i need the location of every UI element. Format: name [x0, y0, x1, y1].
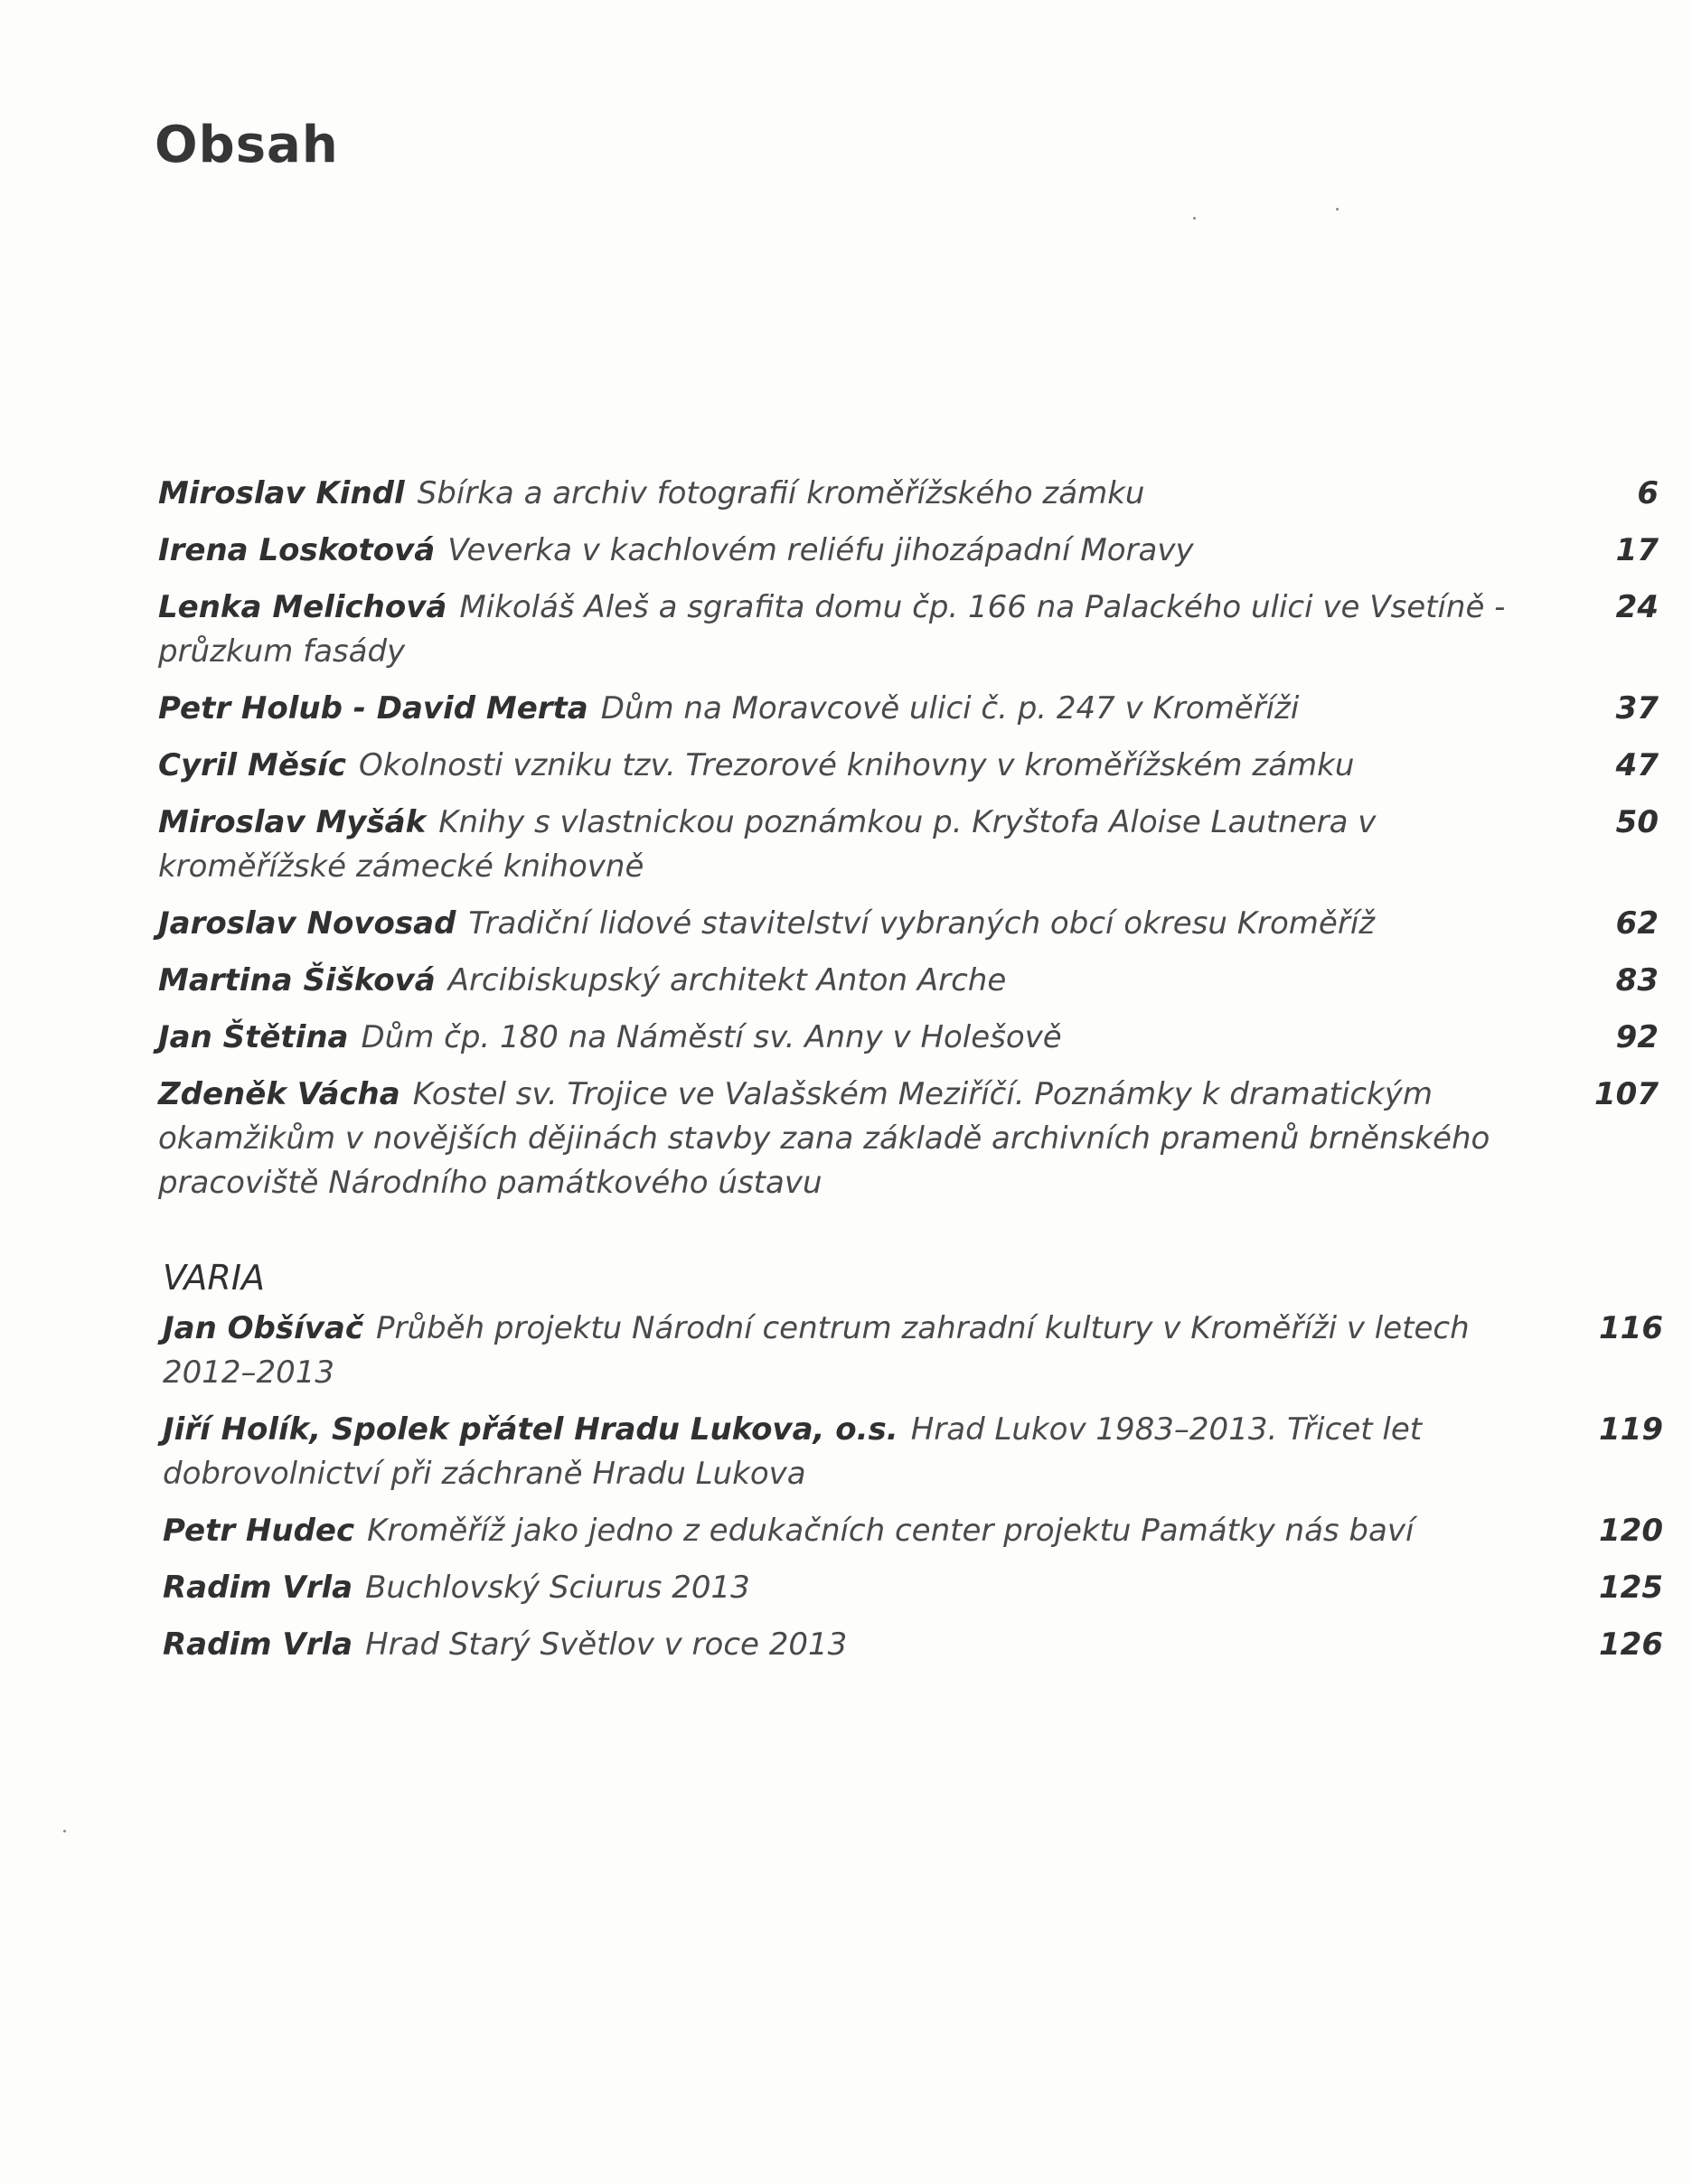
- scan-speck: [63, 1830, 66, 1832]
- entry-title: Knihy s vlastnickou poznámkou p. Kryštofa Aloise Lautnera v kroměřížské zámecké knihovně: [158, 804, 1377, 885]
- entry-title: Průběh projektu Národní centrum zahradní kultury v Kroměříži v letech 2012–2013: [163, 1310, 1470, 1391]
- entry-title: Tradiční lidové stavitelství vybraných obcí okresu Kroměříž: [468, 905, 1376, 942]
- toc-entry: [158, 472, 1659, 516]
- toc-entry: [163, 1408, 1663, 1496]
- section-heading: VARIA: [163, 1258, 266, 1298]
- entry-page-number: 116: [1599, 1310, 1663, 1346]
- entry-title: Dům na Moravcově ulici č. p. 247 v Kroměříži: [600, 690, 1300, 726]
- entry-page-number: 62: [1615, 905, 1659, 942]
- entry-page-number: 6: [1637, 475, 1659, 511]
- entry-page-number: 47: [1615, 747, 1659, 783]
- entry-author: Irena Loskotová: [158, 532, 436, 568]
- entry-page-number: 92: [1615, 1019, 1659, 1055]
- toc-entry: [163, 1623, 1663, 1667]
- toc-entry: [163, 1307, 1663, 1395]
- entry-author: Miroslav Myšák: [158, 804, 427, 840]
- entry-title: Mikoláš Aleš a sgrafita domu čp. 166 na Palackého ulici ve Vsetíně - průzkum fasády: [158, 589, 1506, 670]
- entry-page-number: 50: [1615, 804, 1659, 840]
- entry-author: Miroslav Kindl: [158, 475, 405, 511]
- toc-entry: [158, 529, 1659, 573]
- entry-author: Lenka Melichová: [158, 589, 447, 625]
- entry-page-number: 107: [1594, 1076, 1659, 1112]
- entry-author: Petr Holub - David Merta: [158, 690, 588, 726]
- entry-author: Jan Štětina: [158, 1019, 349, 1055]
- entry-title: Hrad Starý Světlov v roce 2013: [365, 1626, 848, 1663]
- entry-author: Radim Vrla: [163, 1626, 353, 1663]
- entry-author: Cyril Měsíc: [158, 747, 346, 783]
- table-of-contents: [158, 472, 1659, 1218]
- toc-entry: [158, 586, 1659, 674]
- entry-page-number: 126: [1599, 1626, 1663, 1663]
- entry-page-number: 119: [1599, 1411, 1663, 1448]
- entry-author: Jan Obšívač: [163, 1310, 364, 1346]
- entry-author: Radim Vrla: [163, 1570, 353, 1606]
- entry-author: Jiří Holík, Spolek přátel Hradu Lukova, o.s.: [163, 1411, 898, 1448]
- entry-page-number: 37: [1615, 690, 1659, 726]
- entry-author: Martina Šišková: [158, 962, 436, 998]
- toc-entry: [158, 1016, 1659, 1060]
- entry-title: Arcibiskupský architekt Anton Arche: [447, 962, 1007, 998]
- entry-title: Okolnosti vzniku tzv. Trezorové knihovny v kroměřížském zámku: [358, 747, 1355, 783]
- toc-entry: [158, 1073, 1659, 1205]
- entry-title: Kostel sv. Trojice ve Valašském Meziříčí. Poznámky k dramatickým okamžikům v novějších dějinách stavby zana základě archivních pramenů brněnského pracoviště Národního památkového ústavu: [158, 1076, 1490, 1201]
- entry-author: Petr Hudec: [163, 1513, 355, 1549]
- entry-title: Kroměříž jako jedno z edukačních center projektu Památky nás baví: [367, 1513, 1415, 1549]
- entry-page-number: 17: [1615, 532, 1659, 568]
- entry-page-number: 120: [1599, 1513, 1663, 1549]
- entry-title: Hrad Lukov 1983–2013. Třicet let dobrovolnictví při záchraně Hradu Lukova: [163, 1411, 1423, 1492]
- toc-entry: [163, 1509, 1663, 1553]
- entry-page-number: 83: [1615, 962, 1659, 998]
- varia-section: [163, 1254, 1663, 1680]
- scan-speck: [1193, 217, 1196, 220]
- entry-page-number: 125: [1599, 1570, 1663, 1606]
- toc-entry: [158, 959, 1659, 1003]
- entry-title: Veverka v kachlovém reliéfu jihozápadní Moravy: [447, 532, 1194, 568]
- entry-author: Jaroslav Novosad: [158, 905, 456, 942]
- entry-title: Dům čp. 180 na Náměstí sv. Anny v Holešově: [361, 1019, 1062, 1055]
- entry-author: Zdeněk Vácha: [158, 1076, 400, 1112]
- toc-entry: [158, 687, 1659, 731]
- entry-page-number: 24: [1615, 589, 1659, 625]
- toc-entry: [158, 801, 1659, 889]
- toc-entry: [163, 1566, 1663, 1610]
- scan-speck: [1336, 208, 1339, 211]
- toc-entry: [158, 744, 1659, 788]
- entry-title: Sbírka a archiv fotografií kroměřížského zámku: [417, 475, 1145, 511]
- page-title: Obsah: [155, 116, 339, 174]
- entry-title: Buchlovský Sciurus 2013: [365, 1570, 750, 1606]
- toc-entry: [158, 902, 1659, 946]
